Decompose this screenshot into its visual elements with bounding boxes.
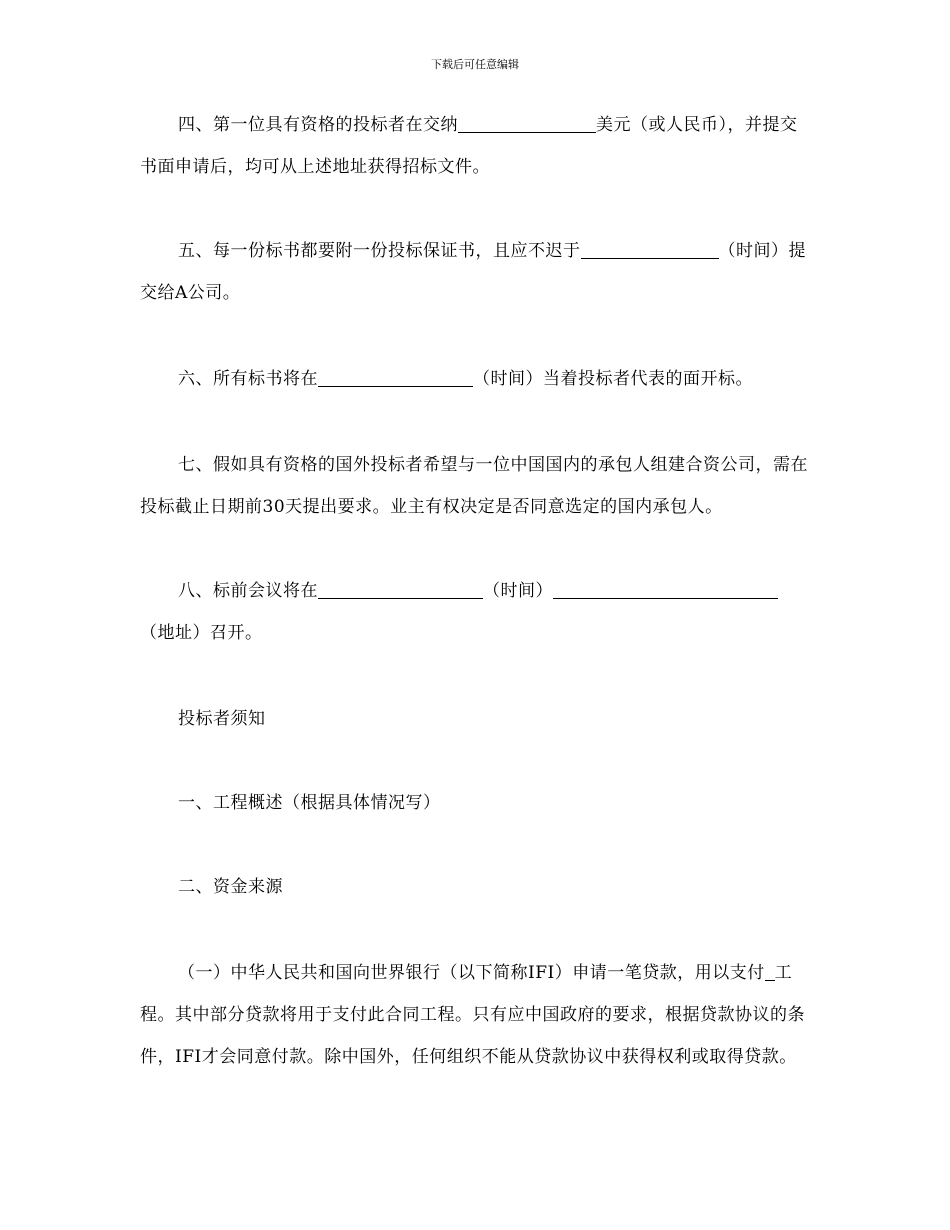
clause-5-after: （时间）提交给A公司。 xyxy=(140,241,806,303)
clause-6-before: 六、所有标书将在 xyxy=(178,369,318,389)
section-1-heading: 一、工程概述（根据具体情况写） xyxy=(178,793,441,813)
clause-6 xyxy=(140,358,810,400)
section-2-heading: 二、资金来源 xyxy=(178,877,283,897)
opening-time-blank xyxy=(318,368,473,387)
clause-4 xyxy=(140,104,810,188)
clause-8-middle: （时间） xyxy=(483,581,553,601)
meeting-time-blank xyxy=(318,580,483,599)
header-note: 下载后可任意编辑 xyxy=(431,58,519,71)
meeting-address-blank xyxy=(553,580,778,599)
clause-8 xyxy=(140,570,810,654)
clause-8-before: 八、标前会议将在 xyxy=(178,581,318,601)
clause-5-before: 五、每一份标书都要附一份投标保证书，且应不迟于 xyxy=(178,241,581,261)
subsection-1-after: 工程。其中部分贷款将用于支付此合同工程。只有应中国政府的要求，根据贷款协议的条件，IFI才会同意付款。除中国外，任何组织不能从贷款协议中获得权利或取得贷款。 xyxy=(140,963,805,1067)
clause-5 xyxy=(140,230,810,314)
clause-8-after: （地址）召开。 xyxy=(140,623,263,643)
project-blank xyxy=(765,962,775,981)
clause-4-after: 美元（或人民币），并提交书面申请后，均可从上述地址获得招标文件。 xyxy=(140,115,798,177)
clause-4-before: 四、第一位具有资格的投标者在交纳 xyxy=(178,115,458,135)
subsection-1-before: （一）中华人民共和国向世界银行（以下简称IFI）申请一笔贷款，用以支付 xyxy=(178,963,765,983)
clause-7: 七、假如具有资格的国外投标者希望与一位中国国内的承包人组建合资公司，需在投标截止日期前30天提出要求。业主有权决定是否同意选定的国内承包人。 xyxy=(140,455,808,517)
fee-blank xyxy=(458,114,596,133)
clause-6-after: （时间）当着投标者代表的面开标。 xyxy=(473,369,753,389)
subsection-1 xyxy=(140,952,810,1078)
heading-notice: 投标者须知 xyxy=(178,709,266,729)
deadline-blank xyxy=(581,240,719,259)
